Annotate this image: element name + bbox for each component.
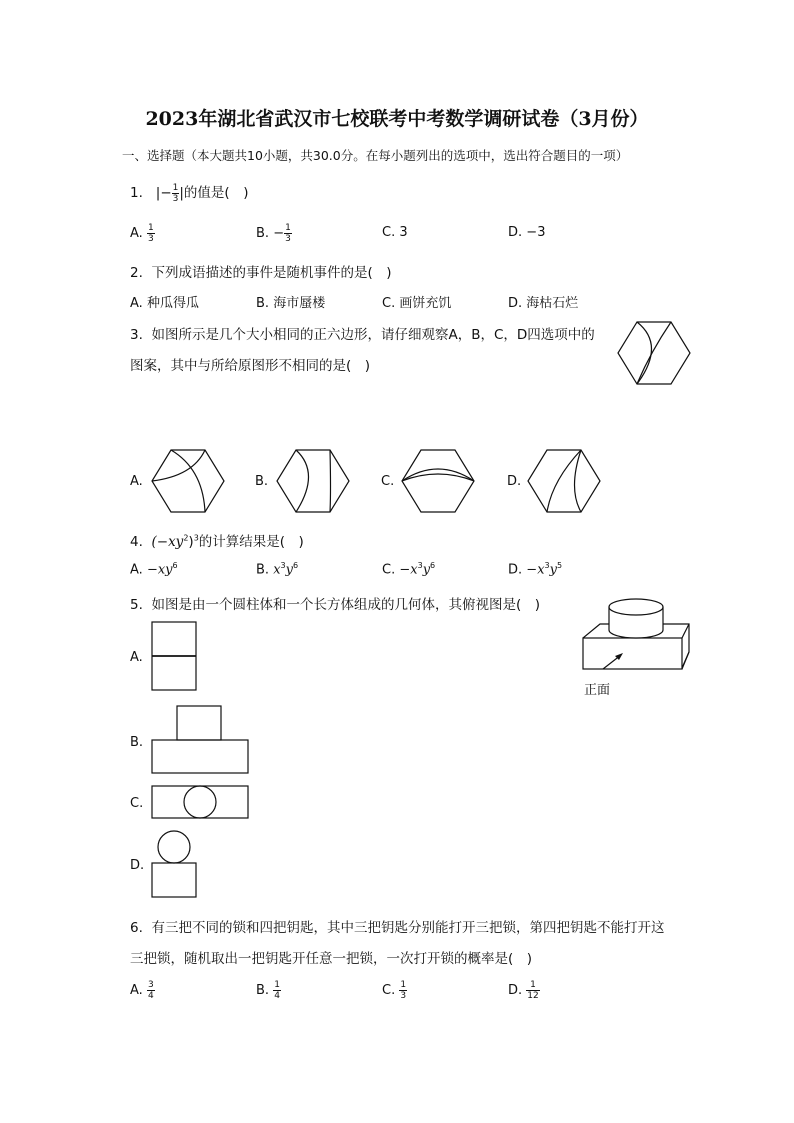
q1-option-d[interactable]: D. −3 (508, 225, 546, 240)
q2-option-c[interactable]: C. 画饼充饥 (382, 296, 452, 311)
q5-option-b[interactable]: B. (130, 735, 144, 750)
q2-option-d[interactable]: D. 海枯石烂 (508, 296, 579, 311)
q3-option-d-hexagon (528, 450, 600, 512)
q1-option-b[interactable]: B. − $\frac{1}{3}$ (256, 223, 291, 244)
question-stem: 下列成语描述的事件是随机事件的是( ) (151, 265, 392, 281)
q1-option-a[interactable]: A. $\frac{1}{3}$ (130, 223, 154, 244)
q3-option-c[interactable]: C. (381, 474, 395, 489)
question-6-line-1: 6. 有三把不同的锁和四把钥匙，其中三把钥匙分别能打开三把锁，第四把钥匙不能打开这 (130, 920, 665, 936)
q4-option-c[interactable]: C. $-x^3y^6$ (382, 561, 436, 578)
q3-option-d[interactable]: D. (507, 474, 522, 489)
question-3-line-2: 图案，其中与所给原图形不相同的是( ) (130, 358, 371, 374)
question-6-line-2: 三把锁，随机取出一把钥匙开任意一把锁，一次打开锁的概率是( ) (130, 951, 533, 967)
q5-option-d[interactable]: D. (130, 858, 145, 873)
q6-option-b[interactable]: B. $\frac{1}{4}$ (256, 980, 280, 1001)
q5-option-a[interactable]: A. (130, 650, 143, 665)
question-stem: |的值是( ) (179, 185, 249, 201)
q5-solid-figure (583, 599, 689, 669)
question-number: 1. (130, 185, 143, 201)
q3-option-c-hexagon (402, 450, 474, 512)
q2-option-b[interactable]: B. 海市蜃楼 (256, 296, 326, 311)
q6-option-c[interactable]: C. $\frac{1}{3}$ (382, 980, 407, 1001)
section-heading: 一、选择题（本大题共10小题，共30.0分。在每小题列出的选项中，选出符合题目的一项） (122, 148, 629, 163)
q3-option-b[interactable]: B. (255, 474, 269, 489)
q2-option-a[interactable]: A. 种瓜得瓜 (130, 296, 199, 311)
q1-option-c[interactable]: C. 3 (382, 225, 408, 240)
q5-option-b-figure (152, 706, 248, 773)
q6-option-a[interactable]: A. $\frac{3}{4}$ (130, 980, 154, 1001)
q3-option-a[interactable]: A. (130, 474, 143, 489)
question-5: 5. 如图是由一个圆柱体和一个长方体组成的几何体，其俯视图是( ) (130, 597, 541, 613)
front-view-label: 正面 (584, 683, 611, 698)
question-4: 4. $(-xy^2)^3$的计算结果是( ) (130, 533, 304, 550)
q4-option-b[interactable]: B. $x^3y^6$ (256, 561, 299, 578)
q3-option-b-hexagon (277, 450, 349, 512)
q6-option-d[interactable]: D. $\frac{1}{12}$ (508, 980, 539, 1001)
abs-open: |− (155, 185, 172, 201)
question-3-line-1: 3. 如图所示是几个大小相同的正六边形，请仔细观察A，B，C，D四选项中的 (130, 327, 595, 343)
q3-original-hexagon (618, 322, 690, 384)
q5-option-c[interactable]: C. (130, 796, 144, 811)
q4-option-a[interactable]: A. $-xy^6$ (130, 561, 178, 578)
q5-option-d-figure (152, 831, 196, 897)
q5-option-a-figure (152, 622, 196, 690)
fraction: $\frac{1}{3}$ (172, 182, 179, 204)
question-2: 2. 下列成语描述的事件是随机事件的是( ) (130, 265, 392, 281)
page-title: 2023年湖北省武汉市七校联考中考数学调研试卷（3月份） (145, 108, 649, 130)
q3-option-a-hexagon (152, 450, 224, 512)
q5-option-c-figure (152, 786, 248, 818)
q4-option-d[interactable]: D. $-x^3y^5$ (508, 561, 563, 578)
